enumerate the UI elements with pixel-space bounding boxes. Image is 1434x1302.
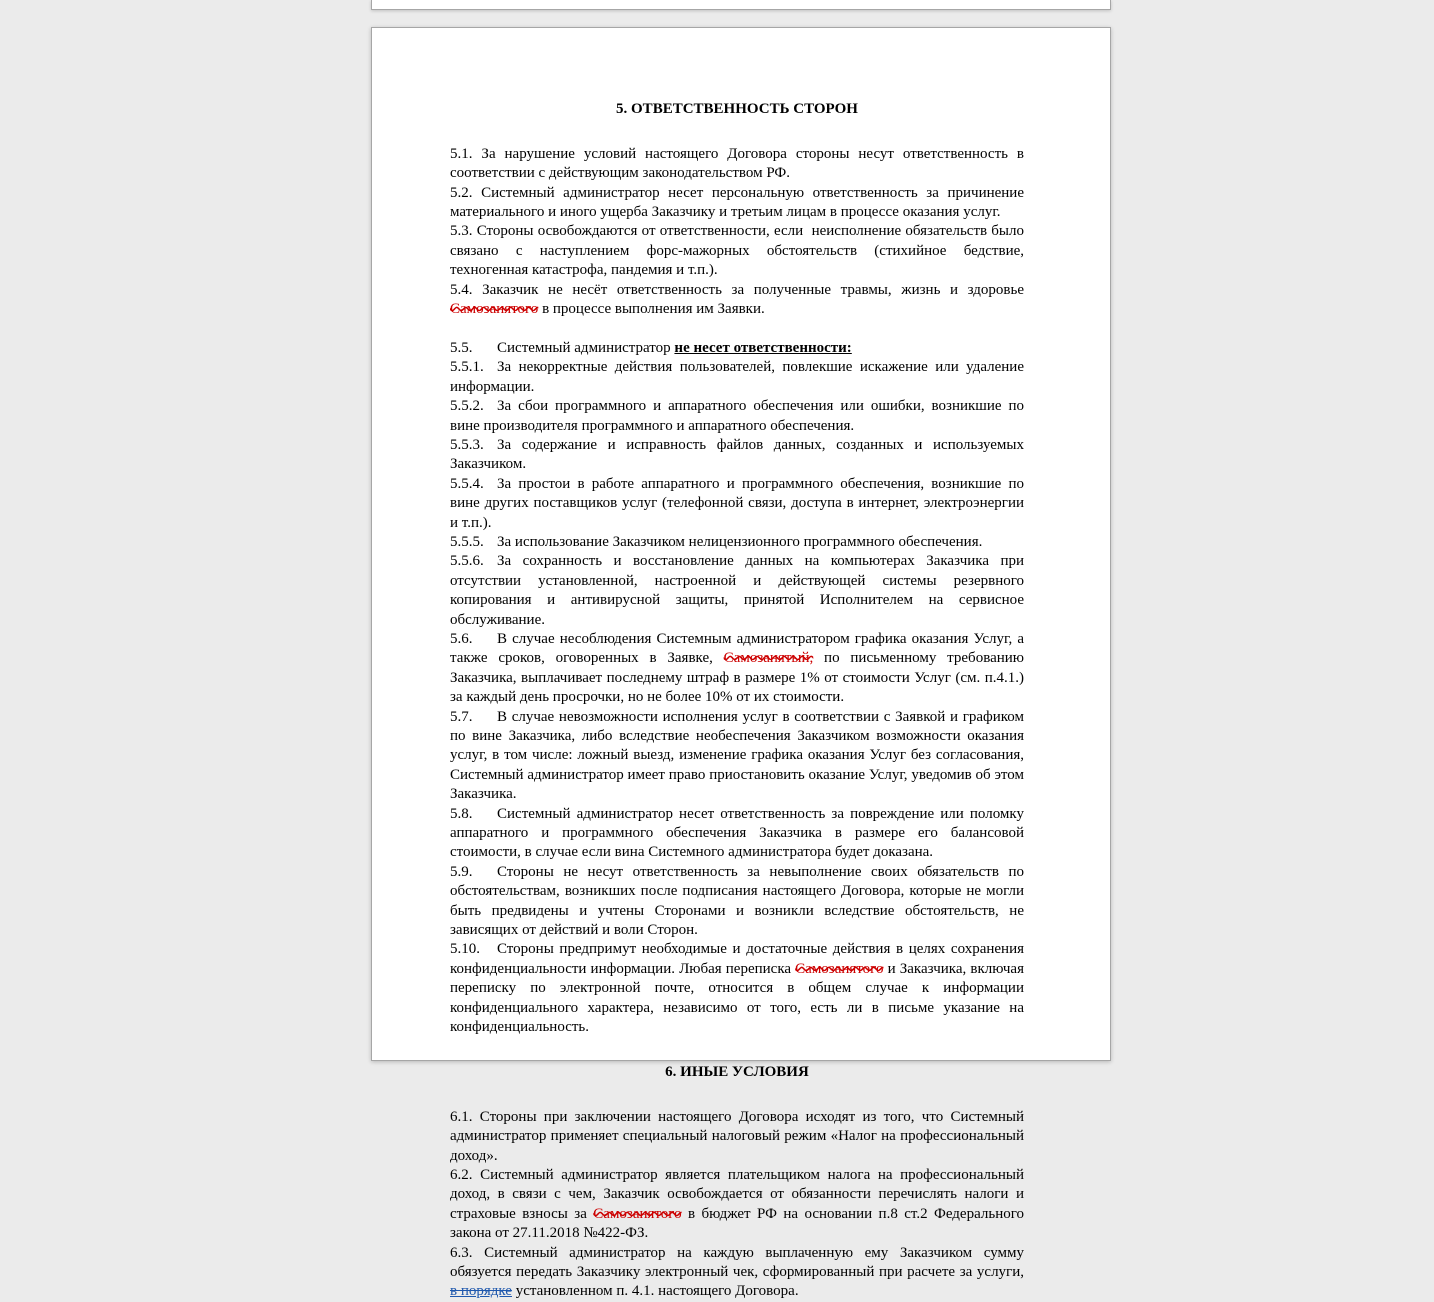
contract-paragraph	[450, 1166, 1024, 1244]
paragraph-number: 5.5.3.	[450, 436, 484, 453]
text-run: Системный администратор несет ответственность за повреждение или поломку аппаратного и программного обеспечения Заказчика в размере его балансовой стоимости, в случае если вина Системного администратора будет доказана.	[450, 805, 1024, 861]
empty-line	[450, 319, 1024, 338]
text-run: по письменному требованию Заказчика, выплачивает последнему штраф в размере 1% от стоимости Услуг (см. п.4.1.) за каждый день просрочки, но не более 10% от их стоимости.	[450, 650, 1024, 706]
paragraph-number: 5.5.6.	[450, 553, 484, 570]
tracked-change-deletion[interactable]: в порядке	[450, 1283, 512, 1300]
previous-page-edge	[371, 0, 1111, 10]
tracked-change-deletion[interactable]: Самозанятого	[795, 960, 884, 977]
tracked-change-deletion[interactable]: Самозанятый,	[723, 650, 814, 667]
text-run: в бюджет РФ на основании п.8 ст.2 Федерального закона от 27.11.2018 №422-ФЗ.	[450, 1205, 1025, 1242]
text-run: За содержание и исправность файлов данных, созданных и используемых Заказчиком.	[450, 436, 1024, 473]
paragraph-number: 5.5.5.	[450, 533, 484, 550]
contract-paragraph	[450, 281, 1024, 320]
contract-paragraph	[450, 1108, 1024, 1166]
contract-paragraph	[450, 222, 1024, 280]
contract-paragraph	[450, 552, 1024, 630]
contract-paragraph	[450, 145, 1024, 184]
contract-paragraph	[450, 533, 1024, 552]
contract-paragraph	[450, 475, 1024, 533]
text-run: 5.3. Стороны освобождаются от ответственности, если неисполнение обязательств было связано с наступлением форс-мажорных обстоятельств (стихийное бедствие, техногенная катастрофа, пандемия и т.п.).	[450, 223, 1024, 279]
contract-paragraph	[450, 1244, 1024, 1302]
text-run: В случае несоблюдения Системным администратором графика оказания Услуг, а также сроков, оговоренных в Заявке,	[450, 630, 1024, 667]
text-run: За сохранность и восстановление данных на компьютерах Заказчика при отсутствии установленной, настроенной и действующей системы резервного копирования и антивирусной защиты, принятой Исполнителем на сервисное обслуживание.	[450, 553, 1024, 628]
contract-paragraph	[450, 397, 1024, 436]
section-heading: 6. ИНЫЕ УСЛОВИЯ	[665, 1063, 809, 1080]
text-run: 6.3. Системный администратор на каждую выплаченную ему Заказчиком сумму обязуется передать Заказчику электронный чек, сформированный при расчете за услуги,	[450, 1244, 1024, 1280]
paragraph-number: 5.8.	[450, 805, 473, 822]
text-run: 5.4. Заказчик не несёт ответственность за полученные травмы, жизнь и здоровье	[450, 281, 1024, 298]
contract-paragraph	[450, 184, 1024, 223]
contract-paragraph	[450, 339, 1024, 358]
paragraph-number: 5.5.	[450, 339, 473, 356]
text-run: Стороны не несут ответственность за невыполнение своих обязательств по обстоятельствам, возникших после подписания настоящего Договора, которые не могли быть предвидены и учтены Сторонами и возникли вследствие обстоятельств, не зависящих от действий и воли Сторон.	[450, 863, 1024, 939]
text-run: 6.2. Системный администратор является плательщиком налога на профессиональный доход, в связи с чем, Заказчик освобождается от обязанности перечислять налоги и страховые взносы за	[450, 1166, 1024, 1222]
empty-line	[450, 125, 1024, 144]
text-run: За простои в работе аппаратного и программного обеспечения, возникшие по вине других поставщиков услуг (телефонной связи, доступа в интернет, электроэнергии и т.п.).	[450, 475, 1024, 531]
text-run: 6.1. Стороны при заключении настоящего Договора исходят из того, что Системный администратор применяет специальный налоговый режим «Налог на профессиональный доход».	[450, 1108, 1024, 1164]
paragraph-number: 5.5.2.	[450, 398, 484, 415]
contract-paragraph	[450, 805, 1024, 863]
text-run: За некорректные действия пользователей, повлекшие искажение или удаление информации.	[450, 359, 1024, 395]
document-viewer-column	[371, 0, 1111, 1300]
text-run: В случае невозможности исполнения услуг в соответствии с Заявкой и графиком по вине Заказчика, либо вследствие необеспечения Заказчиком возможности оказания услуг, в том числе: ложный выезд, изменение графика оказания Услуг без согласования, Системный администратор имеет право приостановить оказание Услуг, уведомив об этом Заказчика.	[450, 708, 1024, 803]
empty-line	[450, 1088, 1024, 1107]
text-run: установленном п. 4.1. настоящего Договора.	[511, 1283, 799, 1300]
paragraph-number: 5.10.	[450, 941, 480, 958]
tracked-change-deletion[interactable]: Самозанятого	[593, 1205, 682, 1222]
paragraph-number: 5.5.1.	[450, 359, 484, 376]
text-run: в процессе выполнения им Заявки.	[538, 301, 765, 318]
contract-paragraph	[450, 358, 1024, 397]
tracked-change-deletion[interactable]: Самозанятого	[450, 301, 539, 318]
text-run: 5.1. За нарушение условий настоящего Договора стороны несут ответственность в соответствии с действующим законодательством РФ.	[450, 145, 1024, 182]
section-heading: 5. ОТВЕТСТВЕННОСТЬ СТОРОН	[616, 101, 858, 117]
paragraph-number: 5.6.	[450, 630, 473, 647]
paragraph-number: 5.5.4.	[450, 475, 484, 492]
empty-line	[450, 1038, 1024, 1057]
paragraph-number: 5.7.	[450, 708, 473, 725]
text-run: и Заказчика, включая переписку по электронной почте, относится в общем случае к информации конфиденциального характера, независимо от того, есть ли в письме указание на конфиденциальность.	[450, 960, 1024, 1036]
document-page[interactable]	[371, 27, 1111, 1300]
text-run: Стороны предпримут необходимые и достаточные действия в целях сохранения конфиденциальности информации. Любая переписка	[450, 941, 1024, 977]
emphasized-text: не несет ответственности:	[674, 339, 852, 356]
text-run: 5.2. Системный администратор несет персональную ответственность за причинение материального и иного ущерба Заказчику и третьим лицам в процессе оказания услуг.	[450, 184, 1024, 221]
contract-paragraph	[450, 630, 1024, 708]
text-run: За сбои программного и аппаратного обеспечения или ошибки, возникшие по вине производителя программного и аппаратного обеспечения.	[450, 398, 1024, 434]
contract-paragraph	[450, 436, 1024, 475]
text-run: Системный администратор	[497, 339, 675, 356]
paragraph-number: 5.9.	[450, 863, 473, 880]
contract-paragraph	[450, 940, 1024, 1037]
contract-paragraph	[450, 708, 1024, 805]
text-run: За использование Заказчиком нелицензионного программного обеспечения.	[497, 533, 983, 550]
contract-paragraph	[450, 863, 1024, 941]
document-content	[450, 100, 1024, 1302]
